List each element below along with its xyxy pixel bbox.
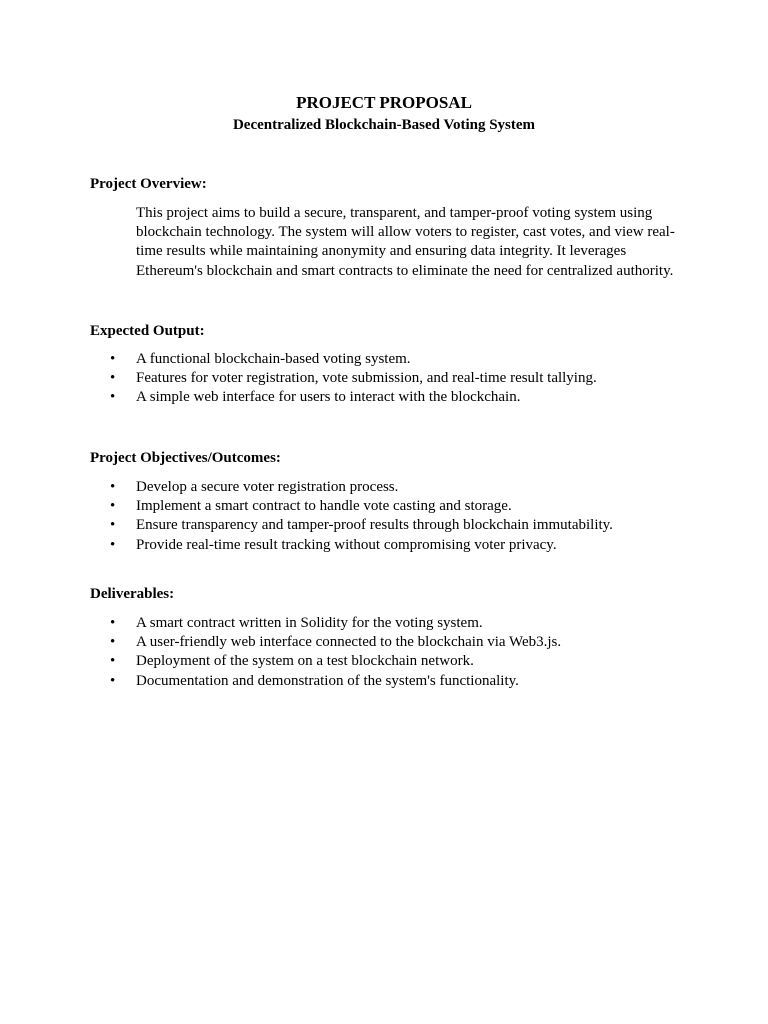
list-item-text: A functional blockchain-based voting system.	[136, 351, 411, 367]
list-item-text: Provide real-time result tracking without compromising voter privacy.	[136, 536, 557, 553]
deliverables-heading: Deliverables:	[90, 586, 175, 602]
list-item-text: Deployment of the system on a test blockchain network.	[136, 653, 474, 670]
list-item-text: Implement a smart contract to handle vote casting and storage.	[136, 498, 512, 515]
bullet-icon: •	[110, 389, 116, 406]
bullet-icon: •	[110, 653, 116, 670]
bullet-icon: •	[110, 672, 116, 689]
list-item	[0, 350, 768, 369]
overview-paragraph: This project aims to build a secure, transparent, and tamper-proof voting system using blockchain technology. The system will allow voters to register, cast votes, and view real-time results while maintaining anonymity and ensuring data integrity. It leverages Ethereum's blockchain and smart contracts to eliminate the need for centralized authority.	[136, 205, 675, 279]
list-item-text: Documentation and demonstration of the system's functionality.	[136, 672, 519, 689]
list-item-text: A smart contract written in Solidity for the voting system.	[136, 615, 483, 631]
list-item-text: Ensure transparency and tamper-proof results through blockchain immutability.	[136, 517, 613, 534]
list-item-text: A simple web interface for users to interact with the blockchain.	[136, 389, 521, 406]
objectives-heading: Project Objectives/Outcomes:	[90, 450, 281, 466]
bullet-icon: •	[110, 351, 116, 367]
list-item	[0, 516, 768, 535]
deliverables-list	[0, 614, 768, 691]
expected-output-heading: Expected Output:	[90, 323, 205, 339]
list-item	[0, 388, 768, 407]
bullet-icon: •	[110, 370, 116, 387]
bullet-icon: •	[110, 479, 116, 495]
bullet-icon: •	[110, 634, 116, 651]
list-item	[0, 536, 768, 555]
expected-output-list	[0, 350, 768, 408]
list-item	[0, 672, 768, 691]
bullet-icon: •	[110, 498, 116, 515]
list-item	[0, 478, 768, 497]
document-subtitle: Decentralized Blockchain-Based Voting System	[232, 117, 536, 133]
list-item	[0, 633, 768, 652]
list-item-text: Features for voter registration, vote submission, and real-time result tallying.	[136, 370, 597, 387]
objectives-list	[0, 478, 768, 555]
list-item-text: Develop a secure voter registration process.	[136, 479, 399, 495]
list-item	[0, 497, 768, 516]
list-item	[0, 369, 768, 388]
list-item	[0, 614, 768, 633]
list-item-text: A user-friendly web interface connected to the blockchain via Web3.js.	[136, 634, 562, 651]
bullet-icon: •	[110, 615, 116, 631]
bullet-icon: •	[110, 517, 116, 534]
bullet-icon: •	[110, 536, 116, 553]
document-title: PROJECT PROPOSAL	[296, 93, 472, 112]
list-item	[0, 652, 768, 671]
overview-heading: Project Overview:	[90, 176, 207, 192]
